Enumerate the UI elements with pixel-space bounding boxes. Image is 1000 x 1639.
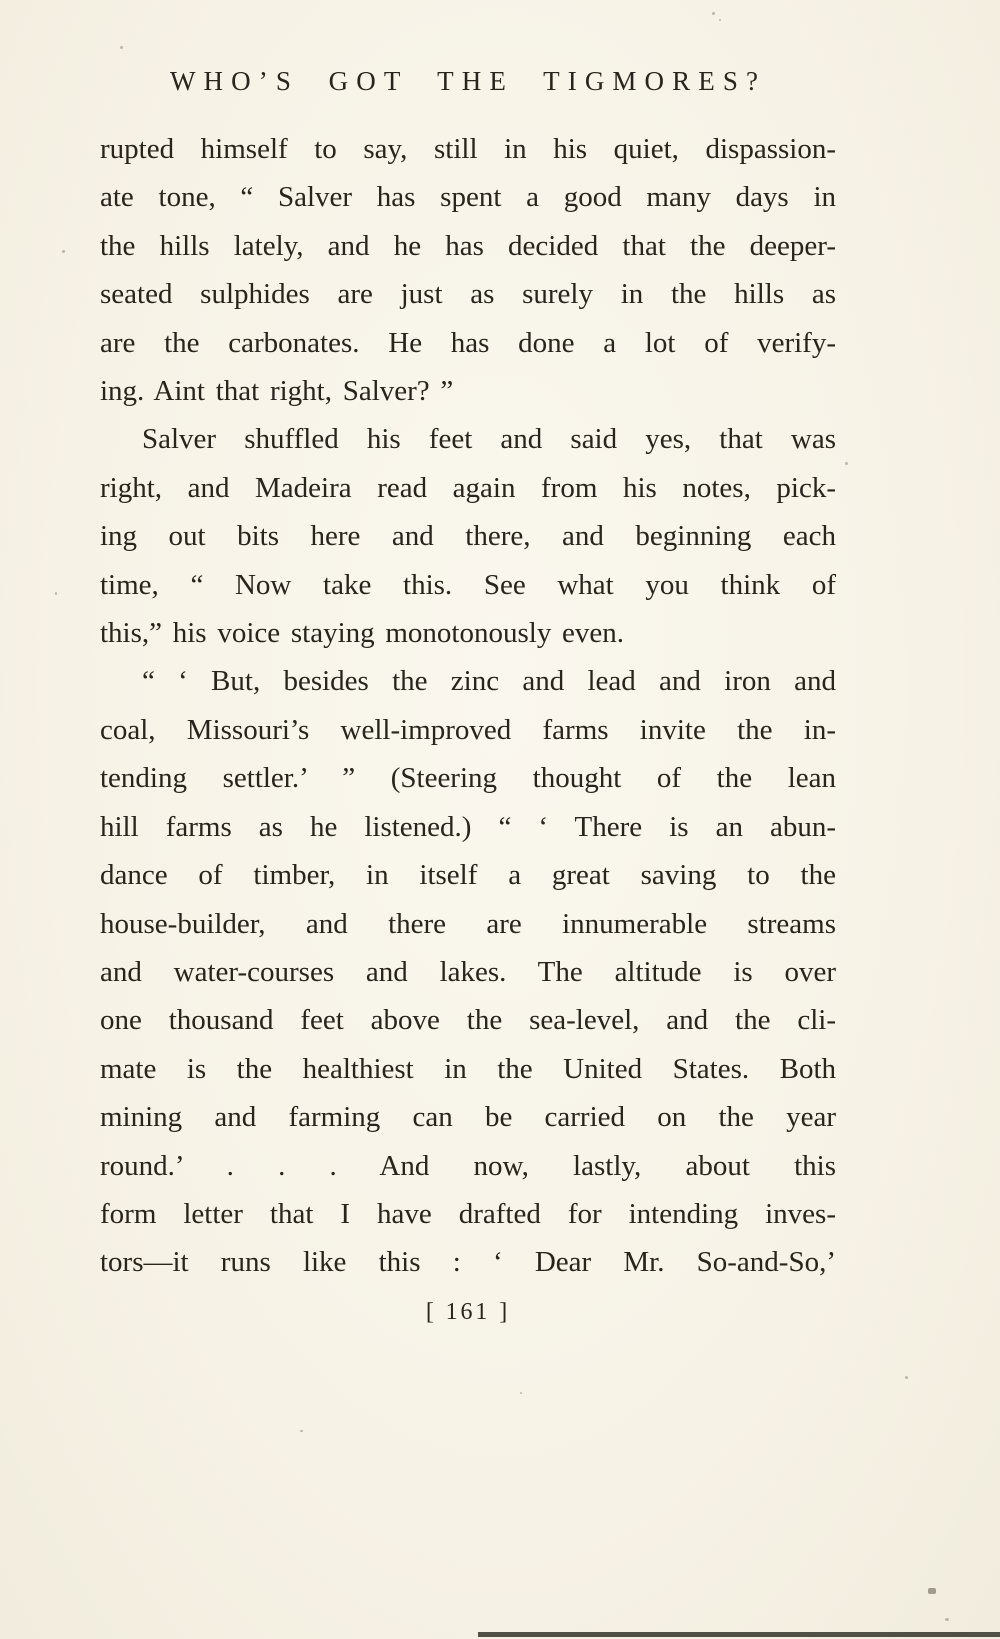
scan-artifact xyxy=(928,1588,936,1594)
scan-speck xyxy=(120,46,123,49)
text-line: ing out bits here and there, and beginning each xyxy=(100,520,836,553)
text-line: seated sulphides are just as surely in the hills as xyxy=(100,278,836,311)
text-line: tending settler.’ ” (Steering thought of the lean xyxy=(100,762,836,795)
page-body xyxy=(100,125,836,1287)
text-line: “ ‘ But, besides the zinc and lead and iron and xyxy=(142,665,836,698)
scan-speck xyxy=(62,250,65,253)
scan-edge-artifact xyxy=(478,1632,1000,1637)
text-line: round.’ . . . And now, lastly, about this xyxy=(100,1149,836,1182)
text-line: coal, Missouri’s well-improved farms invite the in- xyxy=(100,713,836,746)
text-line: house-builder, and there are innumerable streams xyxy=(100,907,836,940)
scan-speck xyxy=(905,1376,908,1379)
text-line: tors—it runs like this : ‘ Dear Mr. So-and-So,’ xyxy=(100,1246,836,1279)
text-line: form letter that I have drafted for intending inves- xyxy=(100,1197,836,1230)
scan-speck xyxy=(712,12,715,15)
text-line: mining and farming can be carried on the year xyxy=(100,1101,836,1134)
text-line: ate tone, “ Salver has spent a good many days in xyxy=(100,181,836,214)
text-line: dance of timber, in itself a great saving to the xyxy=(100,859,836,892)
text-line: ing. Aint that right, Salver? ” xyxy=(100,375,454,408)
text-line: this,” his voice staying monotonously even. xyxy=(100,617,625,650)
book-page xyxy=(100,66,836,1326)
scan-speck xyxy=(300,1430,303,1432)
scan-speck xyxy=(55,592,57,595)
text-line: time, “ Now take this. See what you think of xyxy=(100,568,836,601)
text-line: and water-courses and lakes. The altitude is over xyxy=(100,955,836,988)
text-line: the hills lately, and he has decided that the deeper- xyxy=(100,229,836,262)
text-line: right, and Madeira read again from his notes, pick- xyxy=(100,471,836,504)
page-number: [ 161 ] xyxy=(425,1298,511,1325)
text-line: hill farms as he listened.) “ ‘ There is an abun- xyxy=(100,810,836,843)
text-line: one thousand feet above the sea-level, and the cli- xyxy=(100,1004,836,1037)
scan-speck xyxy=(520,1392,522,1394)
page-header-title: WHO’S GOT THE TIGMORES? xyxy=(169,66,767,96)
text-line: mate is the healthiest in the United States. Both xyxy=(100,1052,836,1085)
text-line: are the carbonates. He has done a lot of verify- xyxy=(100,326,836,359)
scan-speck xyxy=(845,462,848,465)
scan-speck xyxy=(719,19,721,21)
scan-speck xyxy=(945,1618,949,1621)
text-line: Salver shuffled his feet and said yes, that was xyxy=(142,423,836,456)
text-line: rupted himself to say, still in his quiet, dispassion- xyxy=(100,133,836,165)
